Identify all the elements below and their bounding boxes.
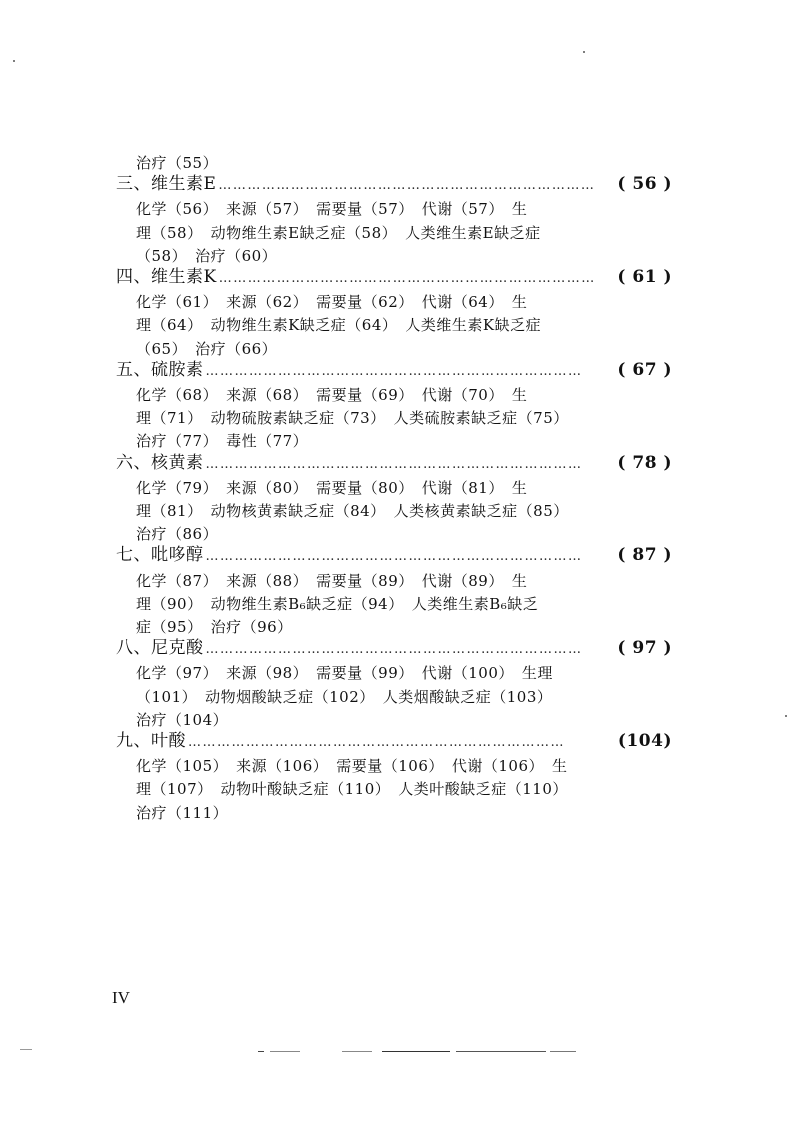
toc-heading	[116, 545, 672, 567]
toc-page-number: ( 61 )	[617, 267, 672, 287]
scan-speck	[13, 60, 15, 62]
scan-speck	[785, 715, 787, 717]
toc-subentry-line: 理（58） 动物维生素E缺乏症（58） 人类维生素E缺乏症	[136, 224, 541, 242]
scan-artifact-line	[342, 1051, 372, 1052]
toc-heading	[116, 174, 672, 196]
toc-subentry-line: 治疗（77） 毒性（77）	[136, 432, 309, 450]
toc-subentry-line: 理（90） 动物维生素B₆缺乏症（94） 人类维生素B₆缺乏	[136, 595, 539, 613]
toc-page-number: ( 97 )	[617, 638, 672, 658]
scan-artifact-line	[550, 1051, 576, 1052]
toc-leader-dots: ……………………………………………………………………	[218, 271, 596, 286]
toc-leader-dots: ……………………………………………………………………	[205, 364, 583, 379]
toc-leader-dots: ……………………………………………………………………	[205, 457, 583, 472]
toc-page-number: ( 67 )	[617, 360, 672, 380]
toc-subentry-line: 化学（68） 来源（68） 需要量（69） 代谢（70） 生	[136, 386, 528, 404]
toc-subentry-line: 化学（87） 来源（88） 需要量（89） 代谢（89） 生	[136, 572, 528, 590]
toc-heading	[116, 360, 672, 382]
toc-heading-title: 九、叶酸	[116, 731, 186, 751]
toc-subentry-line: 理（107） 动物叶酸缺乏症（110） 人类叶酸缺乏症（110）	[136, 780, 568, 798]
toc-subentry-line: 治疗（111）	[136, 804, 229, 822]
toc-heading-title: 三、维生素E	[116, 174, 217, 194]
scan-speck	[583, 51, 585, 53]
toc-heading	[116, 267, 672, 289]
toc-page-number: ( 56 )	[617, 174, 672, 194]
toc-leader-dots: ……………………………………………………………………	[218, 178, 596, 193]
toc-subentry-line: （58） 治疗（60）	[136, 247, 278, 265]
toc-subentry-line: 理（71） 动物硫胺素缺乏症（73） 人类硫胺素缺乏症（75）	[136, 409, 569, 427]
toc-leader-dots: ……………………………………………………………………	[205, 642, 583, 657]
toc-subentry-line: 理（81） 动物核黄素缺乏症（84） 人类核黄素缺乏症（85）	[136, 502, 569, 520]
toc-heading	[116, 638, 672, 660]
toc-heading-title: 七、吡哆醇	[116, 545, 204, 565]
toc-subentry-line: 治疗（104）	[136, 711, 229, 729]
toc-subentry-line: 治疗（86）	[136, 525, 219, 543]
toc-leader-dots: ……………………………………………………………………	[188, 735, 565, 750]
toc-subentry-line: 化学（56） 来源（57） 需要量（57） 代谢（57） 生	[136, 200, 528, 218]
toc-heading-title: 八、尼克酸	[116, 638, 204, 658]
toc-heading-title: 六、核黄素	[116, 453, 204, 473]
scan-artifact-line	[258, 1051, 264, 1052]
scan-artifact-line	[20, 1049, 32, 1050]
toc-subentry-line: （101） 动物烟酸缺乏症（102） 人类烟酸缺乏症（103）	[136, 688, 553, 706]
toc-page-number: ( 78 )	[617, 453, 672, 473]
scan-artifact-line	[456, 1051, 546, 1052]
toc-subentry-line: 化学（97） 来源（98） 需要量（99） 代谢（100） 生理	[136, 664, 553, 682]
toc-subentry-line: 治疗（55）	[136, 154, 219, 172]
toc-subentry-line: （65） 治疗（66）	[136, 340, 278, 358]
toc-page-number: ( 87 )	[617, 545, 672, 565]
toc-heading	[116, 453, 672, 475]
toc-leader-dots: ……………………………………………………………………	[205, 549, 583, 564]
page-number: IV	[112, 988, 130, 1007]
toc-subentry-line: 化学（61） 来源（62） 需要量（62） 代谢（64） 生	[136, 293, 528, 311]
toc-page-number: (104)	[617, 731, 672, 751]
toc-subentry-line: 化学（79） 来源（80） 需要量（80） 代谢（81） 生	[136, 479, 528, 497]
toc-heading-title: 四、维生素K	[116, 267, 217, 287]
scan-artifact-line	[270, 1051, 300, 1052]
toc-subentry-line: 化学（105） 来源（106） 需要量（106） 代谢（106） 生	[136, 757, 568, 775]
toc-heading	[116, 731, 672, 753]
toc-subentry-line: 理（64） 动物维生素K缺乏症（64） 人类维生素K缺乏症	[136, 316, 542, 334]
toc-subentry-line: 症（95） 治疗（96）	[136, 618, 293, 636]
toc-heading-title: 五、硫胺素	[116, 360, 204, 380]
scan-artifact-line	[382, 1051, 450, 1052]
